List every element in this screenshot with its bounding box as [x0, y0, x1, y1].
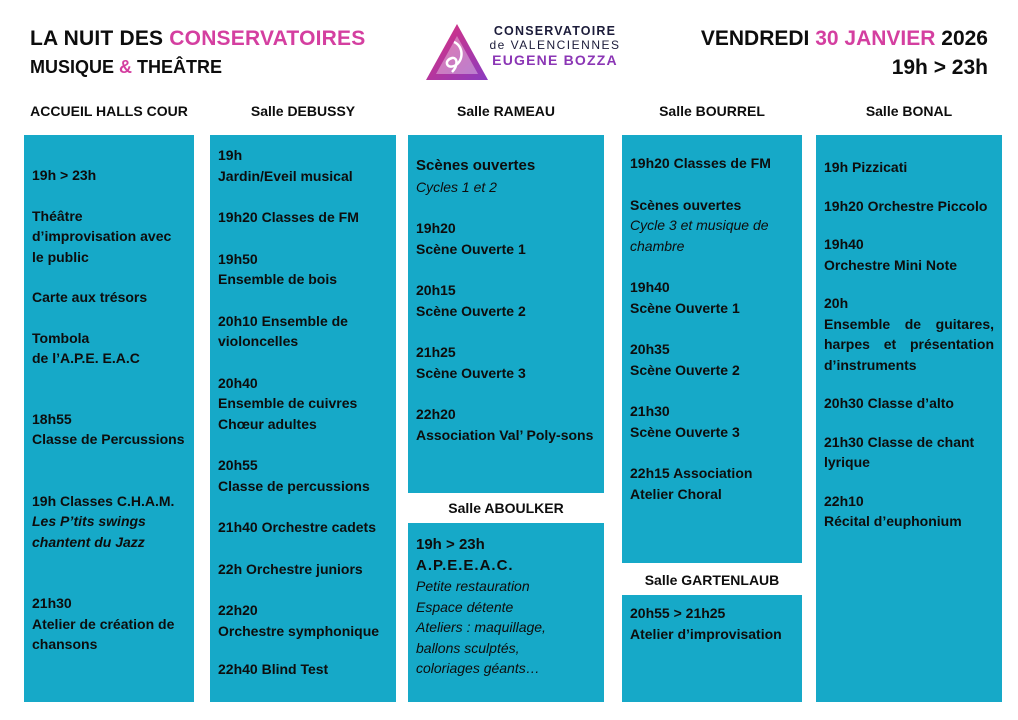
logo-line3: EUGENE BOZZA — [492, 52, 618, 68]
page-subtitle — [30, 57, 222, 78]
heading-bonal: Salle BONAL — [865, 103, 953, 119]
bourrel-entry-2: Scènes ouvertes Cycle 3 et musique de chambre — [630, 196, 769, 254]
accueil-entry-tresors: Carte aux trésors — [32, 289, 148, 305]
bourrel-entry-6: 22h15 Association Atelier Choral — [630, 465, 753, 502]
debussy-entry-9: 22h20 Orchestre symphonique — [218, 602, 380, 639]
aboulker-title: A.P.E.E.A.C. — [416, 556, 514, 574]
column-bourrel — [622, 135, 802, 563]
debussy-entry-6: 20h55 Classe de percussions — [218, 457, 370, 494]
heading-gartenlaub: Salle GARTENLAUB — [622, 565, 802, 595]
event-hours: 19h > 23h — [891, 56, 988, 79]
heading-accueil: ACCUEIL HALLS COUR — [30, 103, 188, 119]
bonal-entry-5: 20h30 Classe d’alto — [824, 395, 954, 411]
event-date — [701, 27, 988, 51]
bonal-entry-7: 22h10 Récital d’euphonium — [824, 492, 962, 529]
title-part2: CONSERVATOIRES — [169, 27, 366, 50]
rameau-entry-4: 21h25 Scène Ouverte 3 — [416, 344, 526, 381]
bonal-entry-1: 19h Pizzicati — [824, 159, 908, 175]
heading-bourrel: Salle BOURREL — [659, 103, 765, 119]
debussy-entry-10: 22h40 Blind Test — [218, 661, 329, 677]
rameau-entry-3: 20h15 Scène Ouverte 2 — [416, 282, 526, 319]
bourrel-entry-5: 21h30 Scène Ouverte 3 — [630, 403, 740, 440]
conservatoire-logo — [424, 22, 624, 84]
date-part2: 30 JANVIER — [815, 27, 936, 50]
rameau-entry-5: 22h20 Association Val’ Poly-sons — [416, 406, 594, 443]
date-part1: VENDREDI — [700, 27, 816, 50]
aboulker-time: 19h > 23h — [416, 536, 485, 553]
date-part3: 2026 — [935, 27, 988, 50]
bourrel-entry-1: 19h20 Classes de FM — [630, 155, 771, 171]
debussy-entry-8: 22h Orchestre juniors — [218, 560, 363, 577]
accueil-entry-tombola: Tombola de l’A.P.E. E.A.C — [32, 329, 140, 366]
bonal-entry-6: 21h30 Classe de chant lyrique — [824, 433, 975, 470]
debussy-entry-1: 19h Jardin/Eveil musical — [218, 147, 353, 184]
accueil-entry-improv: Théâtre d’improvisation avec le public — [32, 207, 172, 265]
accueil-time-1: 19h > 23h — [32, 167, 97, 183]
rameau-entry-1: Scènes ouvertes Cycles 1 et 2 — [416, 157, 536, 195]
bonal-entry-3: 19h40 Orchestre Mini Note — [824, 236, 958, 273]
aboulker-line3: Ateliers : maquillage, — [416, 619, 546, 635]
logo-triangle-icon — [424, 22, 490, 84]
accueil-entry-percussions: 18h55 Classe de Percussions — [32, 410, 185, 447]
heading-debussy: Salle DEBUSSY — [250, 103, 356, 119]
debussy-entry-5: 20h40 Ensemble de cuivres Chœur adultes — [218, 374, 358, 432]
bonal-entry-2: 19h20 Orchestre Piccolo — [824, 197, 988, 214]
column-aboulker — [408, 523, 604, 702]
subtitle-part2: THEÂTRE — [132, 57, 223, 77]
aboulker-line5: coloriages géants… — [416, 660, 540, 676]
debussy-entry-2: 19h20 Classes de FM — [218, 209, 359, 225]
rameau-entry-2: 19h20 Scène Ouverte 1 — [416, 220, 526, 257]
subtitle-ampersand: & — [119, 57, 133, 77]
logo-line2: de VALENCIENNES — [489, 38, 621, 52]
logo-line1: CONSERVATOIRE — [493, 24, 617, 38]
bourrel-entry-3: 19h40 Scène Ouverte 1 — [630, 279, 740, 316]
accueil-entry-cham: 19h Classes C.H.A.M. Les P’tits swings chantent du Jazz — [32, 492, 175, 550]
aboulker-line1: Petite restauration — [416, 578, 530, 594]
accueil-entry-chansons: 21h30 Atelier de création de chansons — [32, 595, 175, 652]
column-bonal — [816, 135, 1002, 702]
bonal-entry-4: 20h Ensemble de guitares, harpes et présentation d’instruments — [824, 295, 994, 373]
debussy-entry-3: 19h50 Ensemble de bois — [218, 250, 338, 287]
heading-aboulker: Salle ABOULKER — [408, 493, 604, 523]
subtitle-part1: MUSIQUE — [30, 57, 120, 77]
title-part1: LA NUIT DES — [30, 27, 170, 50]
column-debussy — [210, 135, 396, 702]
column-gartenlaub — [622, 595, 802, 702]
column-accueil — [24, 135, 194, 702]
page-title — [30, 27, 365, 51]
debussy-entry-4: 20h10 Ensemble de violoncelles — [218, 312, 348, 349]
gartenlaub-time: 20h55 > 21h25 — [630, 605, 726, 621]
heading-rameau: Salle RAMEAU — [456, 103, 556, 119]
column-rameau — [408, 135, 604, 493]
bourrel-entry-4: 20h35 Scène Ouverte 2 — [630, 341, 740, 378]
gartenlaub-label: Atelier d’improvisation — [630, 625, 782, 642]
aboulker-line2: Espace détente — [416, 598, 514, 615]
debussy-entry-7: 21h40 Orchestre cadets — [218, 519, 376, 535]
aboulker-line4: ballons sculptés, — [416, 639, 520, 656]
